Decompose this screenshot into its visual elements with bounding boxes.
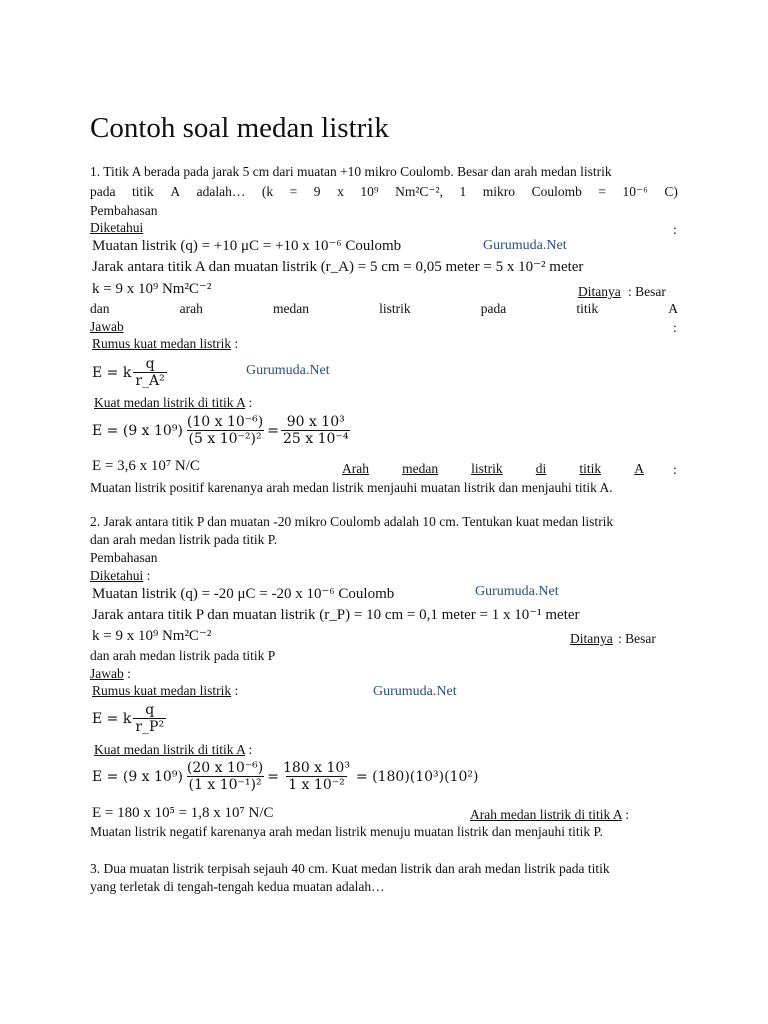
jarak-given: Jarak antara titik P dan muatan listrik (r_P) = 10 cm = 0,1 meter = 1 x 10⁻¹ meter [92,607,580,623]
diketahui-label: Diketahui [90,568,144,583]
jawab-colon: : [673,320,677,335]
pembahasan-label: Pembahasan [90,203,158,218]
watermark: Gurumuda.Net [475,584,559,599]
ditanya-continuation: dan arah medan listrik pada titik A [90,301,678,316]
rumus-label: Rumus kuat medan listrik [92,336,232,351]
ditanya-rest: : Besar [628,284,666,299]
ditanya-continuation: dan arah medan listrik pada titik P [90,648,276,663]
kuat-medan-label: Kuat medan listrik di titik A [94,395,246,410]
problem-1-line-2: pada titik A adalah… (k = 9 x 10⁹ Nm²C⁻², 1 mikro Coulomb = 10⁻⁶ C) [90,184,678,199]
arah-label: Arah medan listrik di titik A [342,461,644,476]
formula-1: E = k $\frac{q}{\text{r\_A²}}$ [92,356,165,389]
muatan-listrik-given: Muatan listrik (q) = +10 μC = +10 x 10⁻⁶ Coulomb [92,238,402,254]
ditanya-label: Ditanya [570,631,613,646]
formula-2: E = k $\frac{q}{\text{r\_P²}}$ [92,702,165,735]
arah-label: Arah medan listrik di titik A [470,807,622,822]
k-constant: k = 9 x 10⁹ Nm²C⁻² [92,628,212,644]
muatan-listrik-given: Muatan listrik (q) = -20 μC = -20 x 10⁻⁶ Coulomb [92,586,395,602]
jawab-label: Jawab [90,319,124,334]
k-constant: k = 9 x 10⁹ Nm²C⁻² [92,281,212,297]
rumus-label: Rumus kuat medan listrik [92,683,232,698]
result-2: E = 180 x 10⁵ = 1,8 x 10⁷ N/C [92,805,274,821]
result-1: E = 3,6 x 10⁷ N/C [92,458,200,474]
equation-2: E = (9 x 10⁹) $\frac{\text{(20 x 10⁻⁶)}}{\text{(1 x 10⁻¹)²}}$ = $\frac{\text{180 x 10³}}{\text{1 x 10⁻²}}$ = (180)(10³)(10²) [92,760,479,793]
page-title: Contoh soal medan listrik [90,112,389,144]
watermark: Gurumuda.Net [483,238,567,253]
pembahasan-label: Pembahasan [90,550,158,565]
equation-1: E = (9 x 10⁹) $\frac{\text{(10 x 10⁻⁶)}}{\text{(5 x 10⁻²)²}}$ = $\frac{\text{90 x 10³}}{\text{25 x 10⁻⁴}}$ [92,414,349,447]
problem-1-line-1: 1. Titik A berada pada jarak 5 cm dari muatan +10 mikro Coulomb. Besar dan arah medan listrik [90,164,612,179]
conclusion-2: Muatan listrik negatif karenanya arah medan listrik menuju muatan listrik dan menjauhi titik P. [90,824,603,839]
problem-3-line-2: yang terletak di tengah-tengah kedua muatan adalah… [90,879,385,894]
diketahui-colon: : [673,222,677,237]
jawab-label: Jawab [90,666,124,681]
problem-2-line-2: dan arah medan listrik pada titik P. [90,532,278,547]
problem-2-line-1: 2. Jarak antara titik P dan muatan -20 mikro Coulomb adalah 10 cm. Tentukan kuat medan listrik [90,514,614,529]
kuat-medan-label: Kuat medan listrik di titik A [94,742,246,757]
diketahui-label: Diketahui [90,220,144,235]
ditanya-rest: : Besar [618,631,656,646]
conclusion-1: Muatan listrik positif karenanya arah medan listrik menjauhi muatan listrik dan menjauhi titik A. [90,480,613,495]
jarak-given: Jarak antara titik A dan muatan listrik (r_A) = 5 cm = 0,05 meter = 5 x 10⁻² meter [92,259,584,275]
arah-colon: : [673,462,677,477]
watermark: Gurumuda.Net [246,363,330,378]
problem-3-line-1: 3. Dua muatan listrik terpisah sejauh 40 cm. Kuat medan listrik dan arah medan listrik pada titik [90,861,610,876]
ditanya-label: Ditanya [578,284,621,299]
watermark: Gurumuda.Net [373,684,457,699]
